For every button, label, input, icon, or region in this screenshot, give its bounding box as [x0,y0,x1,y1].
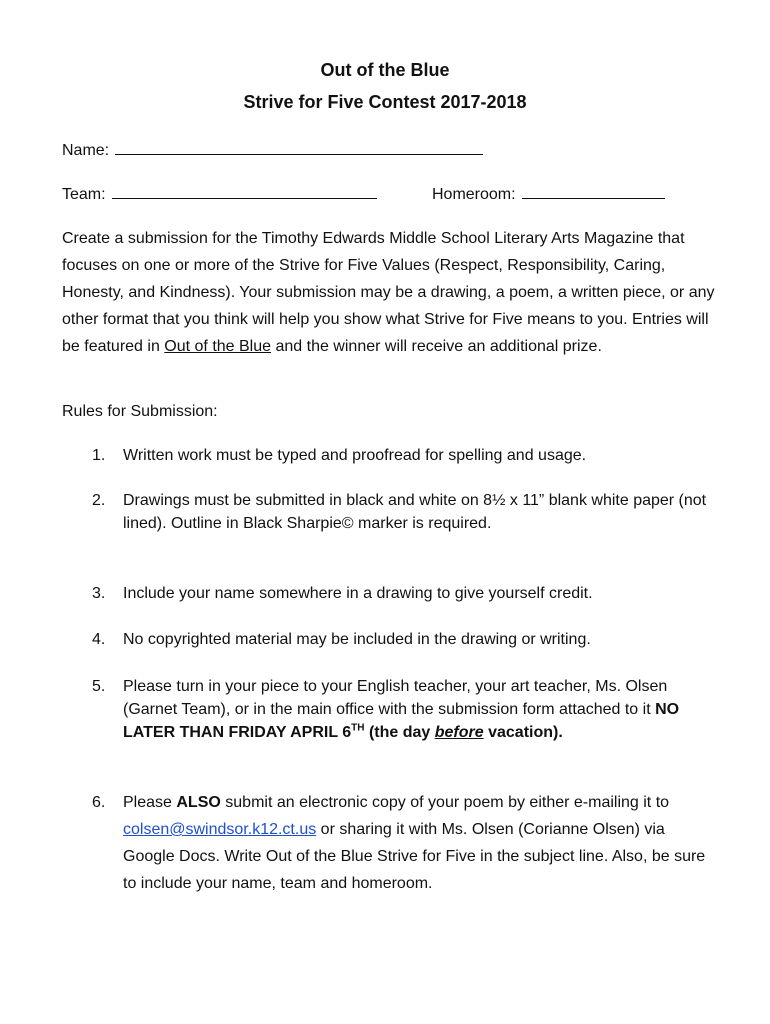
team-field [62,184,377,205]
deadline-text: NO LATER THAN FRIDAY APRIL 6 [123,701,680,741]
team-blank-line [112,184,377,199]
document-subtitle: Strive for Five Contest 2017-2018 [243,92,527,112]
homeroom-field [432,184,665,205]
document-page: Out of the Blue Strive for Five Contest 2017-2018 Name: Team: Homeroom: Create a submission for the Timothy Edwards Middle School Literary Arts Magazine that focuses on one or more of the Strive for Five Values (Respect, Responsibility, Caring, Honesty, and Kindness). Your submission may be a drawing, a poem, a written piece, or any other format that you think will help you show what Strive for Five means to you. Entries will be featured in Out of the Blue and the winner will receive an additional prize. Rules for Submission: 1. Written work must be typed and proofread for spelling and usage. 2. Drawings must be submitted in black and white on 8½ x 11” blank white paper (not lined). Outline in Black Sharpie© marker is required. 3. Include your name somewhere in a drawing to give yourself credit. 4. No copyrighted material may be included in the drawing or writing. 5. Please turn in your piece to your English teacher, your art teacher, Ms. Olsen (Garnet Team), or in the main office with the submission form attached to it NO LATER THAN FRIDAY APRIL 6TH (the day before vacation). 6. Please ALSO submit an electronic copy of your poem by either e-mailing it to colsen@swindsor.k12.ct.us or sharing it with Ms. Olsen (Corianne Olsen) via Google Docs. Write Out of the Blue Strive for Five in the subject line. Also, be sure to include your name, team and homeroom. [0,0,770,1024]
email-link[interactable]: colsen@swindsor.k12.ct.us [123,821,317,838]
homeroom-blank-line [522,184,665,199]
document-title: Out of the Blue [320,60,450,80]
intro-paragraph: Create a submission for the Timothy Edwards Middle School Literary Arts Magazine that focuses on one or more of the Strive for Five Values (Respect, Responsibility, Caring, Honesty, and Kindness). Your submission may be a drawing, a poem, a written piece, or any other format that you think will help you show what Strive for Five means to you. Entries will be featured in Out of the Blue and the winner will receive an additional prize. [62,230,715,355]
homeroom-label: Homeroom: [432,186,516,203]
name-field [62,140,483,161]
magazine-title-underlined: Out of the Blue [164,338,272,355]
rules-heading: Rules for Submission: [62,403,218,420]
team-label: Team: [62,186,106,203]
name-blank-line [115,140,483,155]
name-label: Name: [62,142,110,159]
